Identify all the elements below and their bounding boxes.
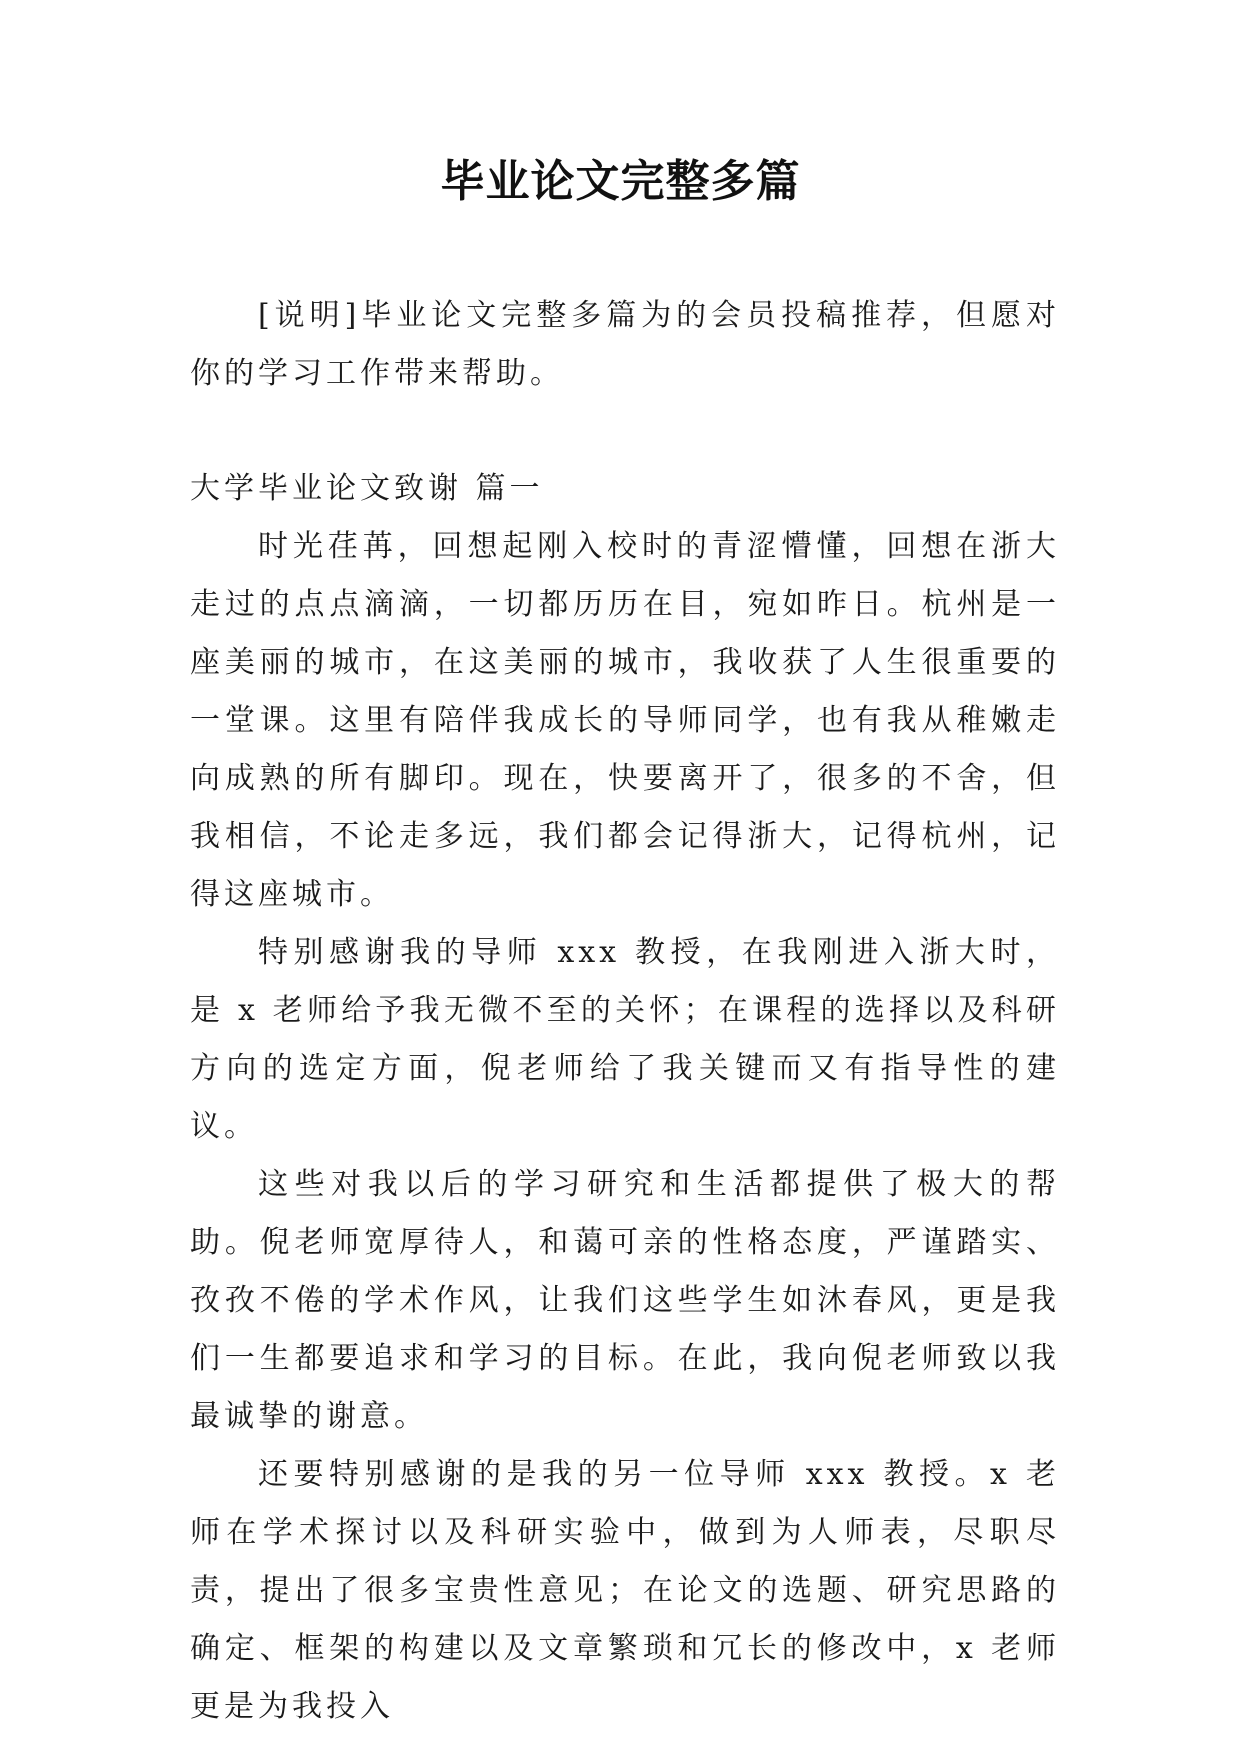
paragraph-2: 特别感谢我的导师 xxx 教授，在我刚进入浙大时，是 x 老师给予我无微不至的关怀；在课程的选择以及科研方向的选定方面，倪老师给了我关键而又有指导性的建议。 <box>190 935 1060 1144</box>
note-block <box>190 287 1060 403</box>
document-title: 毕业论文完整多篇 <box>440 156 801 207</box>
paragraph-4: 还要特别感谢的是我的另一位导师 xxx 教授。x 老师在学术探讨以及科研实验中，做到为人师表，尽职尽责，提出了很多宝贵性意见；在论文的选题、研究思路的确定、框架的构建以及文章繁琐和冗长的修改中，x 老师更是为我投入 <box>190 1457 1060 1724</box>
paragraph-1: 时光荏苒，回想起刚入校时的青涩懵懂，回想在浙大走过的点点滴滴，一切都历历在目，宛如昨日。杭州是一座美丽的城市，在这美丽的城市，我收获了人生很重要的一堂课。这里有陪伴我成长的导师同学，也有我从稚嫩走向成熟的所有脚印。现在，快要离开了，很多的不舍，但我相信，不论走多远，我们都会记得浙大，记得杭州，记得这座城市。 <box>190 529 1060 912</box>
main-content <box>190 460 1060 1736</box>
note-paragraph: [说明]毕业论文完整多篇为的会员投稿推荐，但愿对你的学习工作带来帮助。 <box>190 298 1060 391</box>
paragraph-3: 这些对我以后的学习研究和生活都提供了极大的帮助。倪老师宽厚待人，和蔼可亲的性格态度，严谨踏实、孜孜不倦的学术作风，让我们这些学生如沐春风，更是我们一生都要追求和学习的目标。在此，我向倪老师致以我最诚挚的谢意。 <box>190 1167 1060 1434</box>
section-heading: 大学毕业论文致谢 篇一 <box>190 471 544 506</box>
